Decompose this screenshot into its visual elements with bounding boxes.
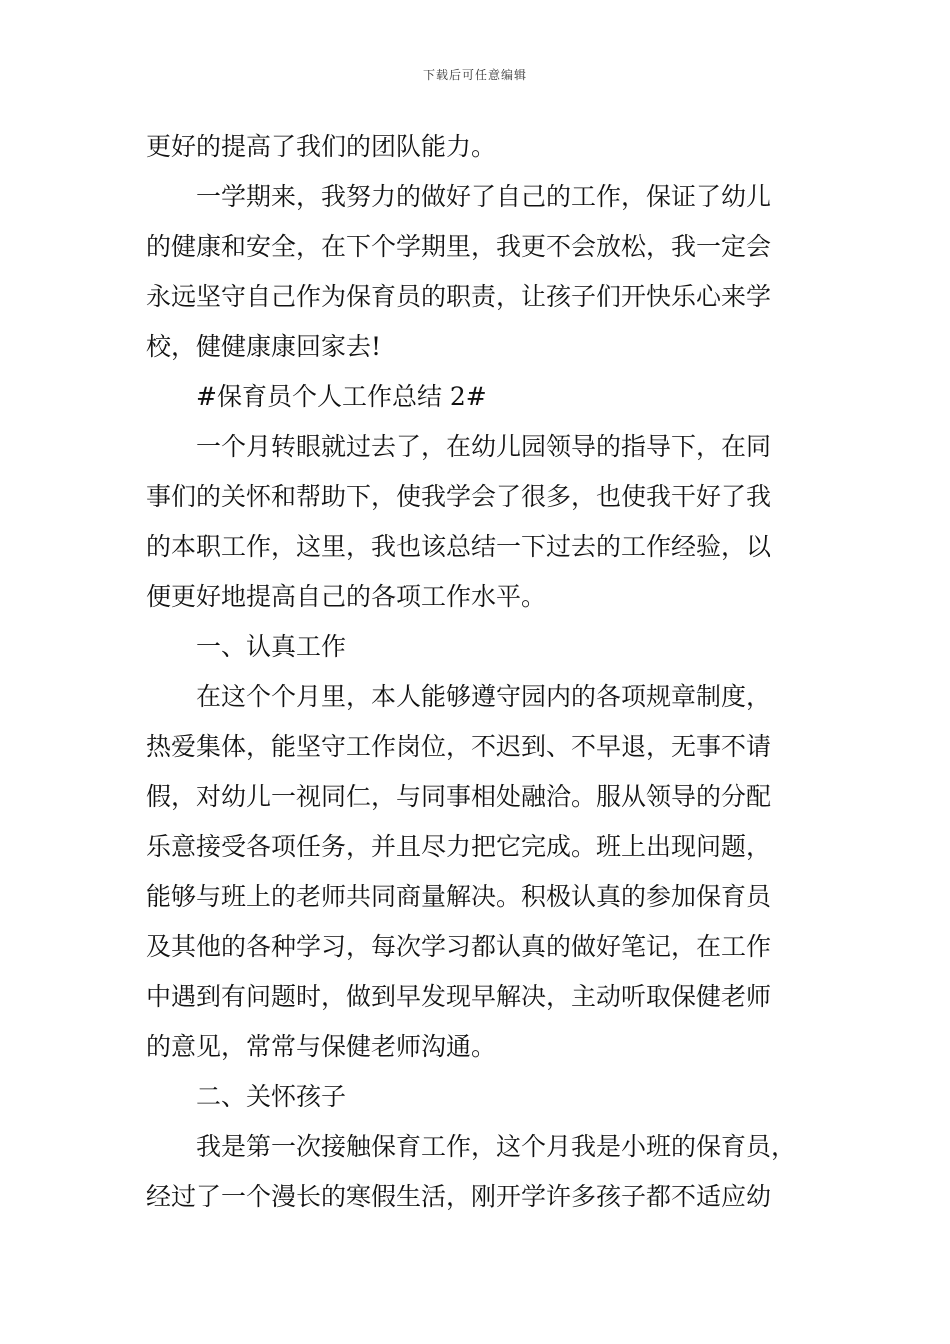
text-line: 校，健健康康回家去! [146,332,382,361]
text-line: 的本职工作，这里，我也该总结一下过去的工作经验，以 [146,532,772,561]
text-line: 的健康和安全，在下个学期里，我更不会放松，我一定会 [146,232,772,261]
text-line: 更好的提高了我们的团队能力。 [146,132,497,161]
text-line: 事们的关怀和帮助下，使我学会了很多，也使我干好了我 [146,482,772,511]
header-note: 下载后可任意编辑 [422,68,527,82]
section-heading: 一、认真工作 [196,632,347,661]
text-line: 便更好地提高自己的各项工作水平。 [146,582,547,611]
document-body [146,122,836,1222]
text-line: 乐意接受各项任务，并且尽力把它完成。班上出现问题， [146,832,772,861]
section-heading: #保育员个人工作总结 2# [196,382,487,411]
text-line: 一学期来，我努力的做好了自己的工作，保证了幼儿 [196,182,772,211]
text-line: 经过了一个漫长的寒假生活，刚开学许多孩子都不适应幼 [146,1182,772,1211]
text-line: 能够与班上的老师共同商量解决。积极认真的参加保育员 [146,882,772,911]
text-line: 在这个个月里，本人能够遵守园内的各项规章制度， [196,682,772,711]
text-line: 一个月转眼就过去了，在幼儿园领导的指导下，在同 [196,432,772,461]
text-line: 永远坚守自己作为保育员的职责，让孩子们开快乐心来学 [146,282,772,311]
text-line: 中遇到有问题时，做到早发现早解决，主动听取保健老师 [146,982,772,1011]
text-line: 我是第一次接触保育工作，这个月我是小班的保育员， [196,1132,797,1161]
text-line: 热爱集体，能坚守工作岗位，不迟到、不早退，无事不请 [146,732,772,761]
text-line: 假，对幼儿一视同仁，与同事相处融洽。服从领导的分配 [146,782,772,811]
text-line: 及其他的各种学习，每次学习都认真的做好笔记，在工作 [146,932,772,961]
text-line: 的意见，常常与保健老师沟通。 [146,1032,497,1061]
section-heading: 二、关怀孩子 [196,1082,347,1111]
